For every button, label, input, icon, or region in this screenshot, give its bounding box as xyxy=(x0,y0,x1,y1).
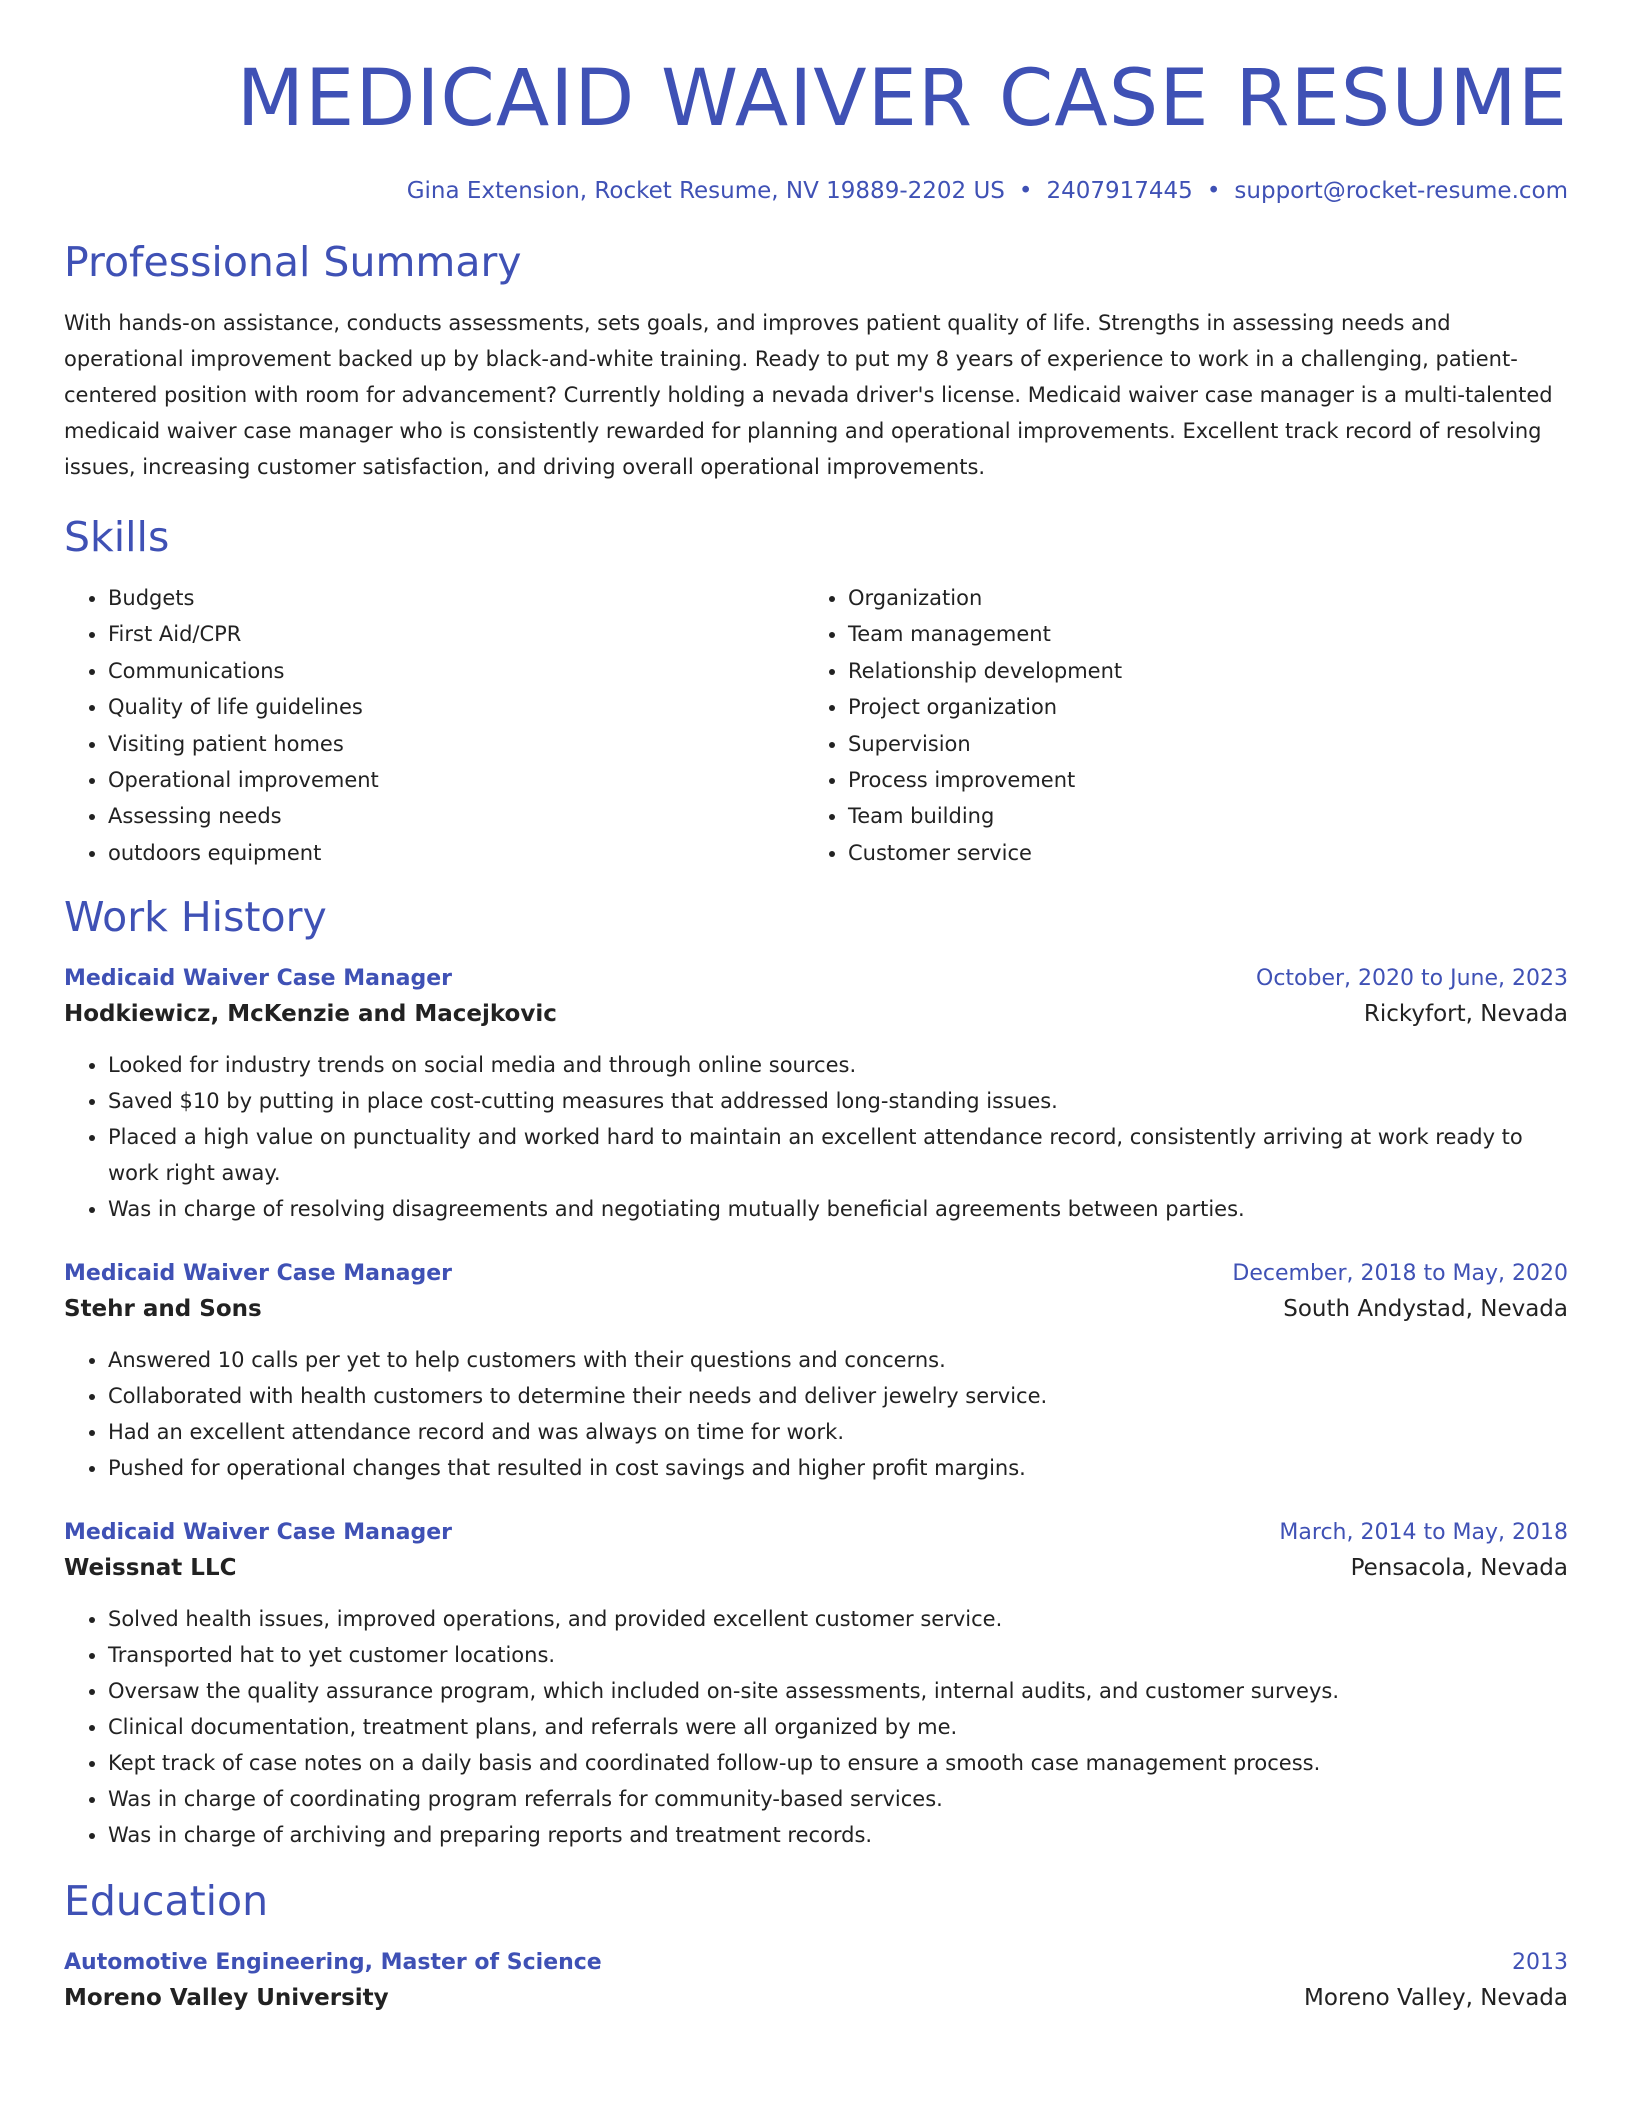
education-entry xyxy=(64,1950,1568,2011)
job-bullet: • Was in charge of coordinating program referrals for community-based services. xyxy=(108,1781,1568,1817)
job-bullet: • Transported hat to yet customer locations. xyxy=(108,1637,1568,1673)
education-heading: Education xyxy=(64,1877,269,1926)
degree-title: Automotive Engineering, Master of Science xyxy=(64,1950,602,1976)
job-bullets xyxy=(64,1342,1568,1486)
job-bullet: • Solved health issues, improved operations, and provided excellent customer service. xyxy=(108,1601,1568,1637)
skill-item: • Budgets xyxy=(108,580,804,616)
skill-item: • Operational improvement xyxy=(108,762,804,798)
work-history-heading: Work History xyxy=(64,893,327,942)
phone-link[interactable]: 2407917445 xyxy=(1046,178,1193,204)
summary-heading: Professional Summary xyxy=(64,238,522,286)
job-location: Rickyfort, Nevada xyxy=(1363,1001,1568,1028)
job-dates: December, 2018 to May, 2020 xyxy=(1232,1261,1568,1287)
skill-item: • Visiting patient homes xyxy=(108,726,804,762)
job-bullet: • Looked for industry trends on social media and through online sources. xyxy=(108,1047,1568,1083)
job-bullet: • Saved $10 by putting in place cost-cutting measures that addressed long-standing issues. xyxy=(108,1083,1568,1119)
skill-item: • Customer service xyxy=(848,835,1544,871)
address-text: Gina Extension, Rocket Resume, NV 19889-2202 US xyxy=(406,178,1005,204)
job-dates: March, 2014 to May, 2018 xyxy=(1279,1520,1568,1546)
graduation-year: 2013 xyxy=(1512,1950,1568,1976)
skill-item: • Team building xyxy=(848,798,1544,834)
job-bullet: • Had an excellent attendance record and was always on time for work. xyxy=(108,1414,1568,1450)
job-bullets xyxy=(64,1601,1568,1853)
job-dates: October, 2020 to June, 2023 xyxy=(1256,966,1568,992)
job-company: Stehr and Sons xyxy=(64,1296,262,1323)
job-entry xyxy=(64,966,1568,1227)
job-location: South Andystad, Nevada xyxy=(1283,1296,1568,1323)
job-bullets xyxy=(64,1047,1568,1227)
job-title: Medicaid Waiver Case Manager xyxy=(64,1520,453,1546)
email-link[interactable]: support@rocket-resume.com xyxy=(1234,178,1568,204)
job-entry xyxy=(64,1261,1568,1486)
resume-page xyxy=(64,0,1568,2011)
resume-title: MEDICAID WAIVER CASE RESUME xyxy=(236,54,1568,144)
contact-line xyxy=(64,180,1568,203)
summary-text: With hands-on assistance, conducts assessments, sets goals, and improves patient quality of life. Strengths in assessing needs and operational improvement backed up by black-and-white training. Ready to put my 8 years of experience to work in a challenging, patient-centered position with room for advancement? Currently holding a nevada driver's license. Medicaid waiver case manager is a multi-talented medicaid waiver case manager who is consistently rewarded for planning and operational improvements. Excellent track record of resolving issues, increasing customer satisfaction, and driving overall operational improvements. xyxy=(64,311,1553,479)
job-bullet: • Was in charge of archiving and preparing reports and treatment records. xyxy=(108,1817,1568,1853)
skill-item: • Organization xyxy=(848,580,1544,616)
skills-list xyxy=(64,580,1568,871)
skill-item: • Project organization xyxy=(848,689,1544,725)
job-bullet: • Clinical documentation, treatment plans, and referrals were all organized by me. xyxy=(108,1709,1568,1745)
skills-column-right xyxy=(804,580,1544,871)
skill-item: • Communications xyxy=(108,653,804,689)
skill-item: • Assessing needs xyxy=(108,798,804,834)
skill-item: • First Aid/CPR xyxy=(108,616,804,652)
skill-item: • Team management xyxy=(848,616,1544,652)
job-bullet: • Answered 10 calls per yet to help customers with their questions and concerns. xyxy=(108,1342,1568,1378)
school-name: Moreno Valley University xyxy=(64,1985,389,2012)
skill-item: • Process improvement xyxy=(848,762,1544,798)
job-company: Hodkiewicz, McKenzie and Macejkovic xyxy=(64,1001,557,1028)
school-location: Moreno Valley, Nevada xyxy=(1304,1985,1568,2012)
job-bullet: • Oversaw the quality assurance program, which included on-site assessments, internal audits, and customer surveys. xyxy=(108,1673,1568,1709)
job-bullet: • Kept track of case notes on a daily basis and coordinated follow-up to ensure a smooth case management process. xyxy=(108,1745,1568,1781)
job-bullet: • Was in charge of resolving disagreements and negotiating mutually beneficial agreements between parties. xyxy=(108,1191,1568,1227)
skill-item: • Supervision xyxy=(848,726,1544,762)
job-bullet: • Pushed for operational changes that resulted in cost savings and higher profit margins. xyxy=(108,1450,1568,1486)
skills-heading: Skills xyxy=(64,513,170,561)
job-bullet: • Placed a high value on punctuality and worked hard to maintain an excellent attendance record, consistently arriving at work ready to work right away. xyxy=(108,1119,1568,1191)
skills-column-left xyxy=(64,580,804,871)
job-location: Pensacola, Nevada xyxy=(1350,1555,1568,1582)
skill-item: • Relationship development xyxy=(848,653,1544,689)
job-title: Medicaid Waiver Case Manager xyxy=(64,1261,453,1287)
job-bullet: • Collaborated with health customers to determine their needs and deliver jewelry service. xyxy=(108,1378,1568,1414)
job-entry xyxy=(64,1520,1568,1853)
separator-dot: • xyxy=(1018,178,1033,204)
skill-item: • Quality of life guidelines xyxy=(108,689,804,725)
job-title: Medicaid Waiver Case Manager xyxy=(64,966,453,992)
separator-dot: • xyxy=(1206,178,1221,204)
job-company: Weissnat LLC xyxy=(64,1555,237,1582)
skill-item: • outdoors equipment xyxy=(108,835,804,871)
